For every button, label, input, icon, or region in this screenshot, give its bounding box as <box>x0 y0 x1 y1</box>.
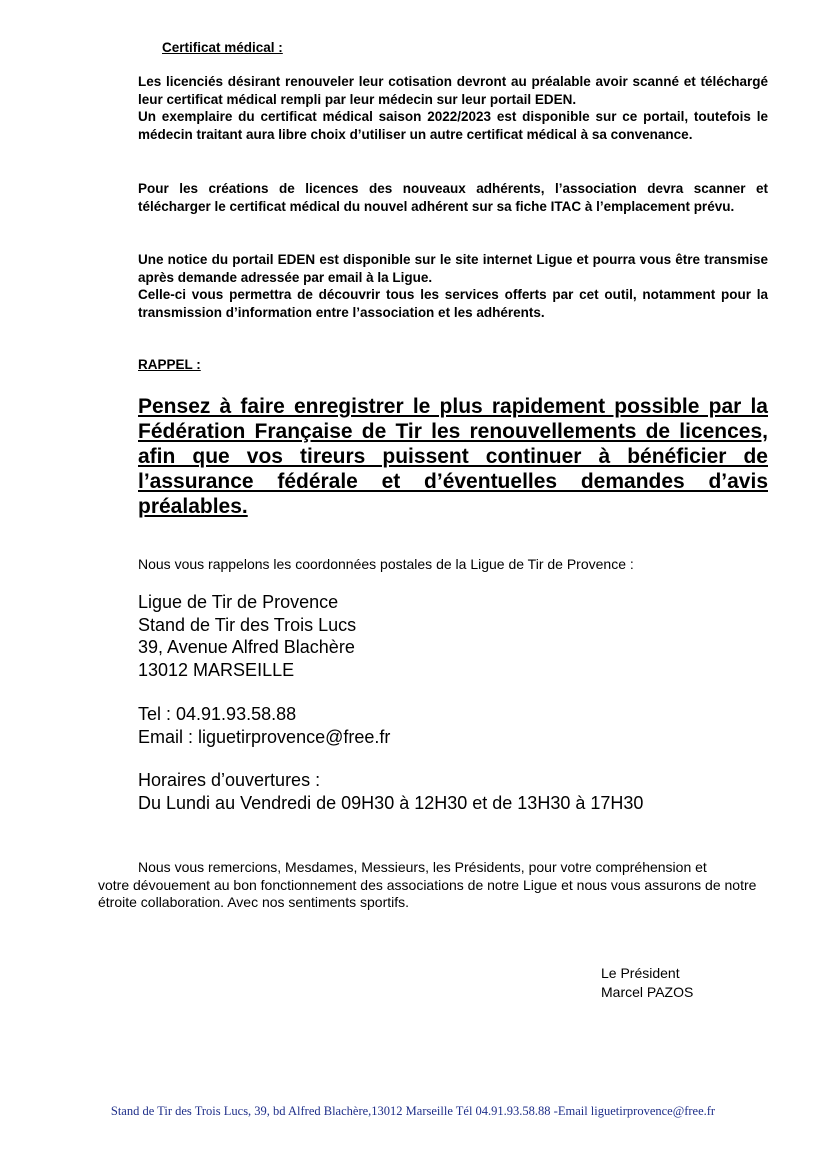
page-footer: Stand de Tir des Trois Lucs, 39, bd Alfred Blachère,13012 Marseille Tél 04.91.93.58.88 -Email liguetirprovence@free.fr <box>110 1104 716 1118</box>
postal-address <box>138 591 356 681</box>
certificat-paragraph-2-text: Pour les créations de licences des nouveaux adhérents, l’association devra scanner et télécharger le certificat médical du nouvel adhérent sur sa fiche ITAC à l’emplacement prévu. <box>138 181 768 214</box>
certificat-paragraph-3-line-1: Une notice du portail EDEN est disponible sur le site internet Ligue et pourra vous être transmise après demande adressée par email à la Ligue. <box>138 252 768 285</box>
certificat-paragraph-1 <box>138 73 768 143</box>
address-line-2: Stand de Tir des Trois Lucs <box>138 614 357 635</box>
certificat-heading: Certificat médical : <box>162 40 283 55</box>
signature-block <box>601 964 693 1002</box>
address-line-4: 13012 MARSEILLE <box>138 659 295 680</box>
address-line-1: Ligue de Tir de Provence <box>138 592 339 612</box>
certificat-paragraph-3-line-2: Celle-ci vous permettra de découvrir tous les services offerts par cet outil, notamment pour la transmission d’information entre l’association et les adhérents. <box>138 287 768 320</box>
signature-title: Le Président <box>601 965 680 981</box>
hours-text: Du Lundi au Vendredi de 09H30 à 12H30 et de 13H30 à 17H30 <box>138 792 644 813</box>
hours-title: Horaires d’ouvertures : <box>138 770 321 790</box>
contact-details <box>138 703 390 748</box>
rappel-heading: RAPPEL : <box>138 357 201 372</box>
certificat-paragraph-1-line-1: Les licenciés désirant renouveler leur cotisation devront au préalable avoir scanné et téléchargé leur certificat médical rempli par leur médecin sur leur portail EDEN. <box>138 74 768 107</box>
contact-intro: Nous vous rappelons les coordonnées postales de la Ligue de Tir de Provence : <box>138 556 634 572</box>
closing-paragraph <box>98 859 768 912</box>
rappel-notice: Pensez à faire enregistrer le plus rapidement possible par la Fédération Française de Tir les renouvellements de licences, afin que vos tireurs puissent continuer à bénéficier de l’assurance fédérale et d’éventuelles demandes d’avis préalables. <box>138 395 768 518</box>
contact-email: Email : liguetirprovence@free.fr <box>138 726 391 747</box>
address-line-3: 39, Avenue Alfred Blachère <box>138 637 355 657</box>
certificat-paragraph-3 <box>138 251 768 321</box>
certificat-paragraph-2 <box>138 180 768 215</box>
closing-rest: votre dévouement au bon fonctionnement des associations de notre Ligue et nous vous assurons de notre étroite collaboration. Avec nos sentiments sportifs. <box>98 876 757 910</box>
opening-hours <box>138 769 643 814</box>
contact-tel: Tel : 04.91.93.58.88 <box>138 704 297 724</box>
signature-name: Marcel PAZOS <box>601 984 694 1000</box>
certificat-paragraph-1-line-2: Un exemplaire du certificat médical saison 2022/2023 est disponible sur ce portail, toutefois le médecin traitant aura libre choix d’utiliser un autre certificat médical à sa convenance. <box>138 109 768 142</box>
closing-first-line: Nous vous remercions, Mesdames, Messieurs, les Présidents, pour votre compréhension et <box>138 859 707 875</box>
